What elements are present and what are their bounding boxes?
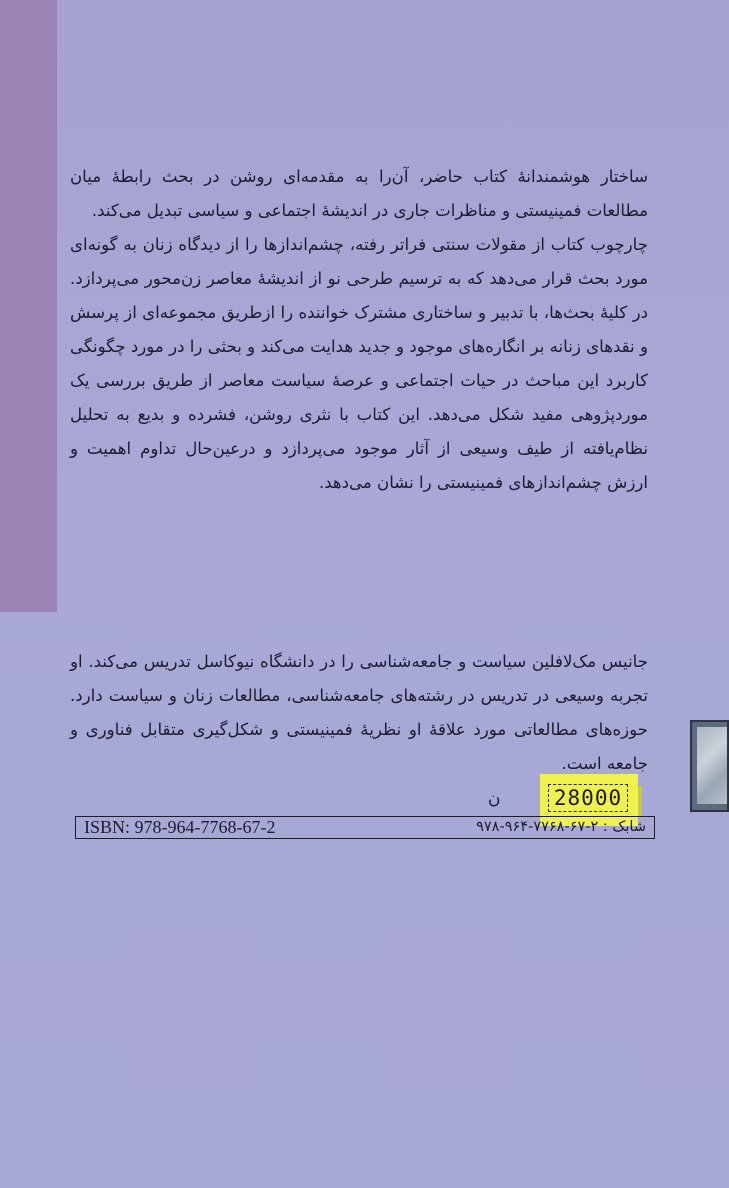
publisher-label-fragment: ن [488,789,501,809]
isbn-box [75,816,655,839]
isbn-persian: شابک : ۲-۶۷-۷۷۶۸-۹۶۴-۹۷۸ [476,819,646,835]
book-blurb [70,160,648,500]
blurb-paragraph-2: چارچوب کتاب از مقولات سنتی فراتر رفته، چشم‌اندازها را از دیدگاه زنان به گونه‌ای مورد بحث قرار می‌دهد که به ترسیم طرحی نو از اندیشهٔ معاصر زن‌محور می‌پردازد. در کلیهٔ بحث‌ها، با تدبیر و ساختاری مشترک خواننده را ازطریق مجموعه‌ای از پرسش و نقدهای زنانه بر انگاره‌های موجود و جدید هدایت می‌کند و بحثی را در مورد چگونگی کاربرد این مباحث در حیات اجتماعی و عرصهٔ سیاست معاصر از طریق بررسی یک موردپژوهی مفید شکل می‌دهد. این کتاب با نثری روشن، فشرده و بدیع به تحلیل نظام‌یافته از طیف وسیعی از آثار موجود می‌پردازد و درعین‌حال تداوم اهمیت و ارزش چشم‌اندازهای فمینیستی را نشان می‌دهد. [70,235,648,492]
author-bio [70,645,648,781]
price-value: 28000 [548,784,628,812]
isbn-latin: ISBN: 978-964-7768-67-2 [84,817,276,837]
price-sticker-edge [638,786,642,816]
author-photo [690,720,729,812]
author-bio-text: جانیس مک‌لافلین سیاست و جامعه‌شناسی را در دانشگاه نیوکاسل تدریس می‌کند. او تجربه وسیعی در تدریس در رشته‌های جامعه‌شناسی، مطالعات زنان و سیاست دارد. حوزه‌های مطالعاتی مورد علاقهٔ او نظریهٔ فمینیستی و شکل‌گیری متقابل فناوری و جامعه است. [70,652,648,773]
spine-color-band [0,0,57,612]
blurb-paragraph-1: ساختار هوشمندانهٔ کتاب حاضر، آن‌را به مقدمه‌ای روشن در بحث رابطهٔ میان مطالعات فمینیستی و مناظرات جاری در اندیشهٔ اجتماعی و سیاسی تبدیل می‌کند. [70,167,648,220]
author-photo-image [697,727,727,804]
